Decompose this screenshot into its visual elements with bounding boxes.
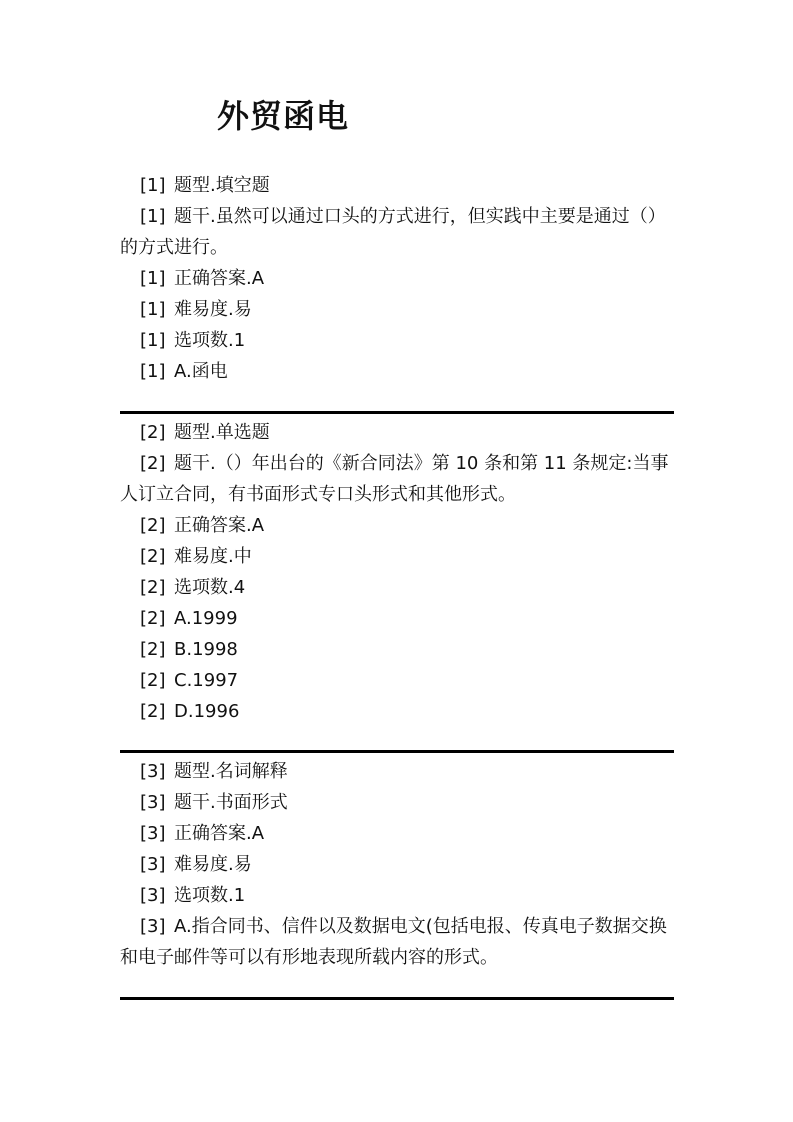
question-answer-text: 正确答案.A [174,823,265,844]
question-option-text: B.1998 [174,639,238,660]
section-divider [120,750,674,753]
question-stem-text: 题干.（）年出台的《新合同法》第 10 条和第 11 条规定:当事人订立合同，有书面形式专口头形式和其他形式。 [120,453,669,505]
question-stem-text: 题干.书面形式 [174,792,288,813]
question-number: [2] [140,639,166,660]
question-number: [2] [140,515,166,536]
question-option-count-text: 选项数.1 [174,885,246,906]
question-number: [2] [140,670,166,691]
question-answer-text: 正确答案.A [174,268,265,289]
question-option-count-text: 选项数.4 [174,577,246,598]
section-divider [120,997,674,1000]
question-type [120,170,680,201]
question-block-1 [120,170,680,387]
question-number: [1] [140,206,166,227]
question-number: [3] [140,885,166,906]
question-option [120,911,680,973]
question-type-text: 题型.填空题 [174,175,270,196]
question-answer-text: 正确答案.A [174,515,265,536]
question-option-count [120,572,680,603]
question-number: [3] [140,823,166,844]
question-option-count [120,325,680,356]
question-number: [1] [140,268,166,289]
question-option [120,665,680,696]
question-number: [1] [140,299,166,320]
question-type-text: 题型.名词解释 [174,761,288,782]
document-title: 外贸函电 [217,97,350,135]
question-difficulty [120,849,680,880]
question-type-text: 题型.单选题 [174,422,270,443]
question-answer [120,263,680,294]
question-number: [1] [140,330,166,351]
section-divider [120,411,674,414]
question-option-count-text: 选项数.1 [174,330,246,351]
question-block-2 [120,417,680,727]
question-stem [120,448,680,510]
question-option [120,603,680,634]
question-stem [120,787,680,818]
question-stem [120,201,680,263]
question-answer [120,510,680,541]
question-option [120,634,680,665]
question-number: [3] [140,854,166,875]
question-option [120,356,680,387]
question-option-text: D.1996 [174,701,240,722]
question-number: [1] [140,175,166,196]
question-block-3 [120,756,680,973]
question-number: [1] [140,361,166,382]
question-difficulty-text: 难易度.中 [174,546,252,567]
question-number: [3] [140,916,166,937]
question-number: [2] [140,608,166,629]
question-number: [3] [140,792,166,813]
question-type [120,756,680,787]
question-option-text: A.指合同书、信件以及数据电文(包括电报、传真电子数据交换和电子邮件等可以有形地表现所载内容的形式。 [120,916,667,968]
question-difficulty [120,541,680,572]
question-option-text: A.1999 [174,608,238,629]
question-option-text: C.1997 [174,670,239,691]
question-option-count [120,880,680,911]
question-number: [3] [140,761,166,782]
question-difficulty-text: 难易度.易 [174,299,252,320]
question-answer [120,818,680,849]
question-difficulty [120,294,680,325]
question-option-text: A.函电 [174,361,228,382]
question-type [120,417,680,448]
question-number: [2] [140,546,166,567]
question-number: [2] [140,453,166,474]
question-number: [2] [140,701,166,722]
question-number: [2] [140,422,166,443]
question-number: [2] [140,577,166,598]
question-difficulty-text: 难易度.易 [174,854,252,875]
question-stem-text: 题干.虽然可以通过口头的方式进行，但实践中主要是通过（）的方式进行。 [120,206,666,258]
question-option [120,696,680,727]
